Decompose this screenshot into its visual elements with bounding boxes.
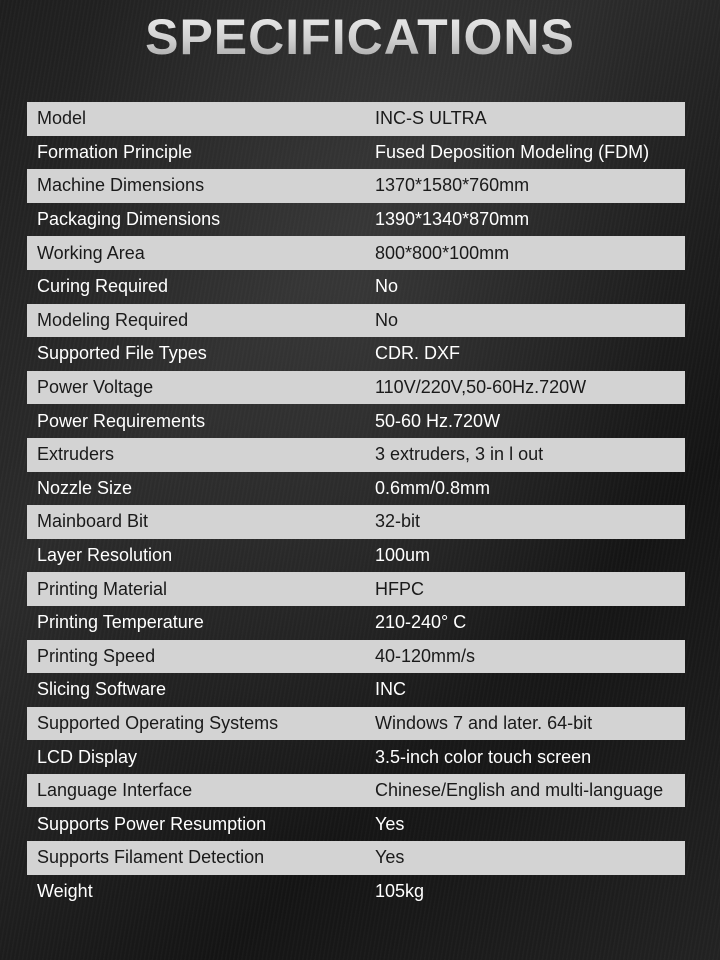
spec-row-supported-operating-systems <box>27 707 685 741</box>
spec-value: No <box>375 309 399 330</box>
spec-value: 3 extruders, 3 in l out <box>375 444 544 465</box>
spec-label: Printing Temperature <box>37 612 204 633</box>
spec-label: Slicing Software <box>37 679 167 700</box>
spec-value: 100um <box>375 545 431 566</box>
spec-value: 40-120mm/s <box>375 645 476 666</box>
spec-value: CDR. DXF <box>375 343 460 364</box>
spec-label: Weight <box>37 880 93 901</box>
spec-label: Printing Material <box>37 578 168 599</box>
spec-value: Chinese/English and multi-language <box>375 780 664 801</box>
spec-label: Power Requirements <box>37 410 206 431</box>
spec-label: Layer Resolution <box>37 545 173 566</box>
spec-row-language-interface <box>27 774 685 808</box>
spec-label: Supported File Types <box>37 343 207 364</box>
spec-label: Nozzle Size <box>37 477 133 498</box>
spec-label: Formation Principle <box>37 141 193 162</box>
spec-label: Supported Operating Systems <box>37 712 279 733</box>
spec-row-power-voltage <box>27 371 685 405</box>
spec-value: 32-bit <box>375 511 421 532</box>
spec-label: Curing Required <box>37 276 169 297</box>
title-banner <box>0 6 720 96</box>
spec-value: Windows 7 and later. 64-bit <box>375 712 593 733</box>
spec-row-formation-principle <box>27 136 685 170</box>
spec-label: Packaging Dimensions <box>37 209 221 230</box>
spec-value: 105kg <box>375 880 425 901</box>
spec-table <box>27 102 685 908</box>
spec-row-slicing-software <box>27 673 685 707</box>
spec-label: Power Voltage <box>37 377 154 398</box>
spec-value: Fused Deposition Modeling (FDM) <box>375 141 650 162</box>
spec-row-nozzle-size <box>27 472 685 506</box>
spec-value: 110V/220V,50-60Hz.720W <box>375 377 587 398</box>
spec-row-supports-filament-detection <box>27 841 685 875</box>
spec-row-printing-material <box>27 572 685 606</box>
spec-label: Extruders <box>37 444 115 465</box>
spec-value: 210-240° C <box>375 612 467 633</box>
page-title: SPECIFICATIONS <box>145 6 575 68</box>
spec-value: 50-60 Hz.720W <box>375 410 501 431</box>
spec-row-printing-speed <box>27 640 685 674</box>
spec-row-printing-temperature <box>27 606 685 640</box>
spec-value: 0.6mm/0.8mm <box>375 477 491 498</box>
spec-row-machine-dimensions <box>27 169 685 203</box>
spec-row-supported-file-types <box>27 337 685 371</box>
spec-value: 3.5-inch color touch screen <box>375 746 592 767</box>
spec-row-layer-resolution <box>27 539 685 573</box>
spec-value: 1390*1340*870mm <box>375 209 530 230</box>
spec-row-mainboard-bit <box>27 505 685 539</box>
spec-label: Machine Dimensions <box>37 175 205 196</box>
spec-value: 1370*1580*760mm <box>375 175 530 196</box>
spec-value: Yes <box>375 847 405 868</box>
spec-row-working-area <box>27 236 685 270</box>
spec-value: Yes <box>375 813 405 834</box>
spec-value: INC <box>375 679 406 700</box>
spec-row-curing-required <box>27 270 685 304</box>
spec-value: INC-S ULTRA <box>375 108 487 129</box>
spec-label: LCD Display <box>37 746 138 767</box>
spec-row-model <box>27 102 685 136</box>
spec-label: Supports Filament Detection <box>37 847 265 868</box>
spec-row-supports-power-resumption <box>27 807 685 841</box>
spec-row-weight <box>27 875 685 909</box>
spec-label: Working Area <box>37 242 145 263</box>
spec-value: No <box>375 276 399 297</box>
spec-label: Model <box>37 108 87 129</box>
spec-label: Language Interface <box>37 780 193 801</box>
spec-label: Modeling Required <box>37 309 189 330</box>
spec-label: Supports Power Resumption <box>37 813 267 834</box>
spec-row-power-requirements <box>27 404 685 438</box>
spec-label: Printing Speed <box>37 645 156 666</box>
spec-value: 800*800*100mm <box>375 242 510 263</box>
spec-row-modeling-required <box>27 304 685 338</box>
spec-row-packaging-dimensions <box>27 203 685 237</box>
spec-value: HFPC <box>375 578 424 599</box>
spec-row-lcd-display <box>27 740 685 774</box>
spec-label: Mainboard Bit <box>37 511 149 532</box>
spec-row-extruders <box>27 438 685 472</box>
